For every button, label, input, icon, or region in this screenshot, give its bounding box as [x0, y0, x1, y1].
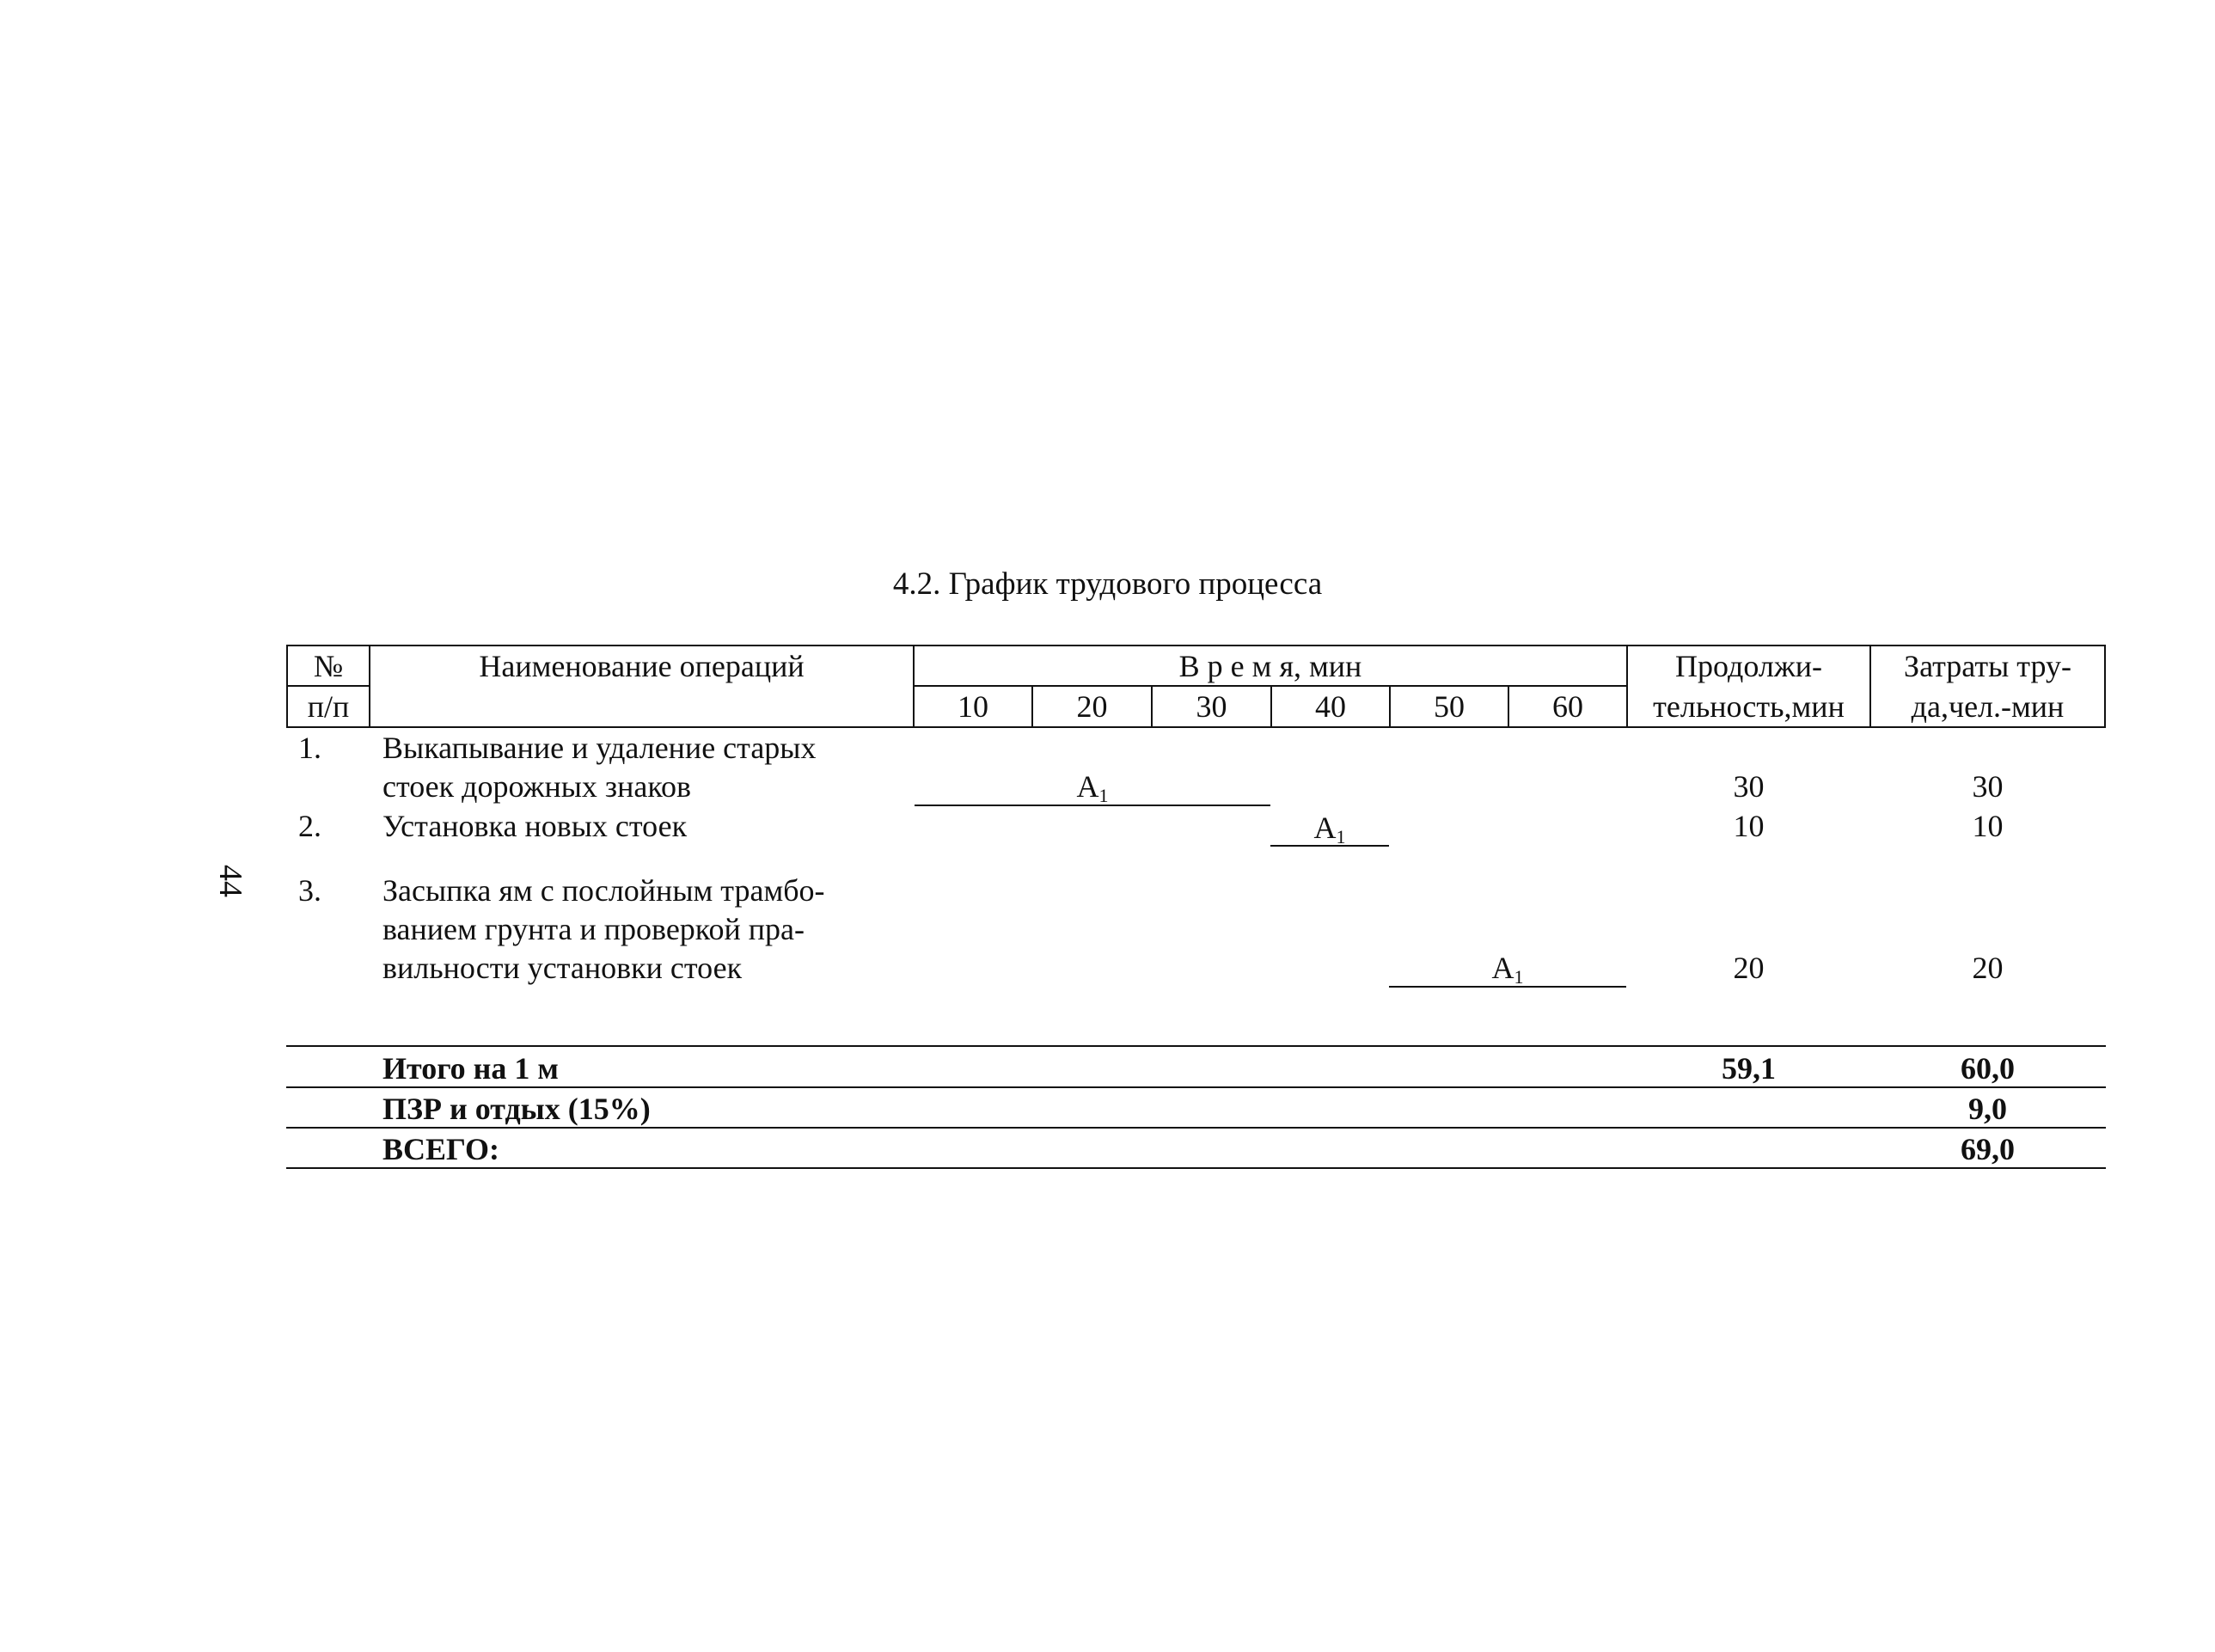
time-tick-20: 20 [1076, 689, 1108, 724]
labor-value: 20 [1972, 951, 2004, 985]
operation-name-line: ванием грунта и проверкой пра- [382, 912, 805, 946]
duration-value: 10 [1733, 809, 1765, 843]
time-tick-30: 30 [1196, 689, 1227, 724]
header-duration-sub: тельность,мин [1653, 689, 1845, 724]
operation-name-line: стоек дорожных знаков [382, 769, 692, 804]
gantt-label: $A_1$ [1491, 951, 1524, 988]
grand-total-labor: 69,0 [1961, 1132, 2015, 1166]
time-tick-40: 40 [1315, 689, 1346, 724]
operation-name-line: Засыпка ям с послойным трамбо- [382, 873, 825, 908]
time-tick-50: 50 [1434, 689, 1465, 724]
gantt-bar [1270, 845, 1389, 847]
gantt-label: $A_1$ [1076, 769, 1109, 806]
page-number: 44 [212, 865, 248, 897]
time-tick-10: 10 [958, 689, 988, 724]
header-operation: Наименование операций [479, 649, 805, 683]
operation-name-line: Установка новых стоек [382, 809, 688, 843]
total-duration: 59,1 [1722, 1051, 1776, 1086]
row-number: 2. [298, 809, 321, 843]
operation-name-line: Выкапывание и удаление старых [382, 731, 817, 765]
pzr-label: ПЗР и отдых (15%) [382, 1092, 651, 1126]
header-labor-sub: да,чел.-мин [1911, 689, 2065, 724]
row-number: 1. [298, 731, 321, 765]
pzr-labor: 9,0 [1968, 1092, 2007, 1126]
header-labor: Затраты тру- [1904, 649, 2071, 683]
gantt-label: $A_1$ [1313, 811, 1346, 847]
total-labor: 60,0 [1961, 1051, 2015, 1086]
grand-total-label: ВСЕГО: [382, 1132, 500, 1166]
total-label: Итого на 1 м [382, 1051, 559, 1086]
header-num: № [313, 649, 344, 683]
header-time: В р е м я, мин [1178, 649, 1362, 683]
duration-value: 30 [1733, 769, 1765, 804]
duration-value: 20 [1733, 951, 1765, 985]
header-duration: Продолжи- [1675, 649, 1822, 683]
labor-value: 10 [1972, 809, 2004, 843]
labor-value: 30 [1972, 769, 2004, 804]
row-number: 3. [298, 873, 321, 908]
operation-name-line: вильности установки стоек [382, 951, 743, 985]
time-tick-60: 60 [1552, 689, 1583, 724]
gantt-bar [915, 805, 1270, 806]
page-title: 4.2. График трудового процесса [892, 566, 1323, 602]
gantt-bar [1389, 986, 1626, 988]
header-num-sub: п/п [307, 689, 350, 724]
